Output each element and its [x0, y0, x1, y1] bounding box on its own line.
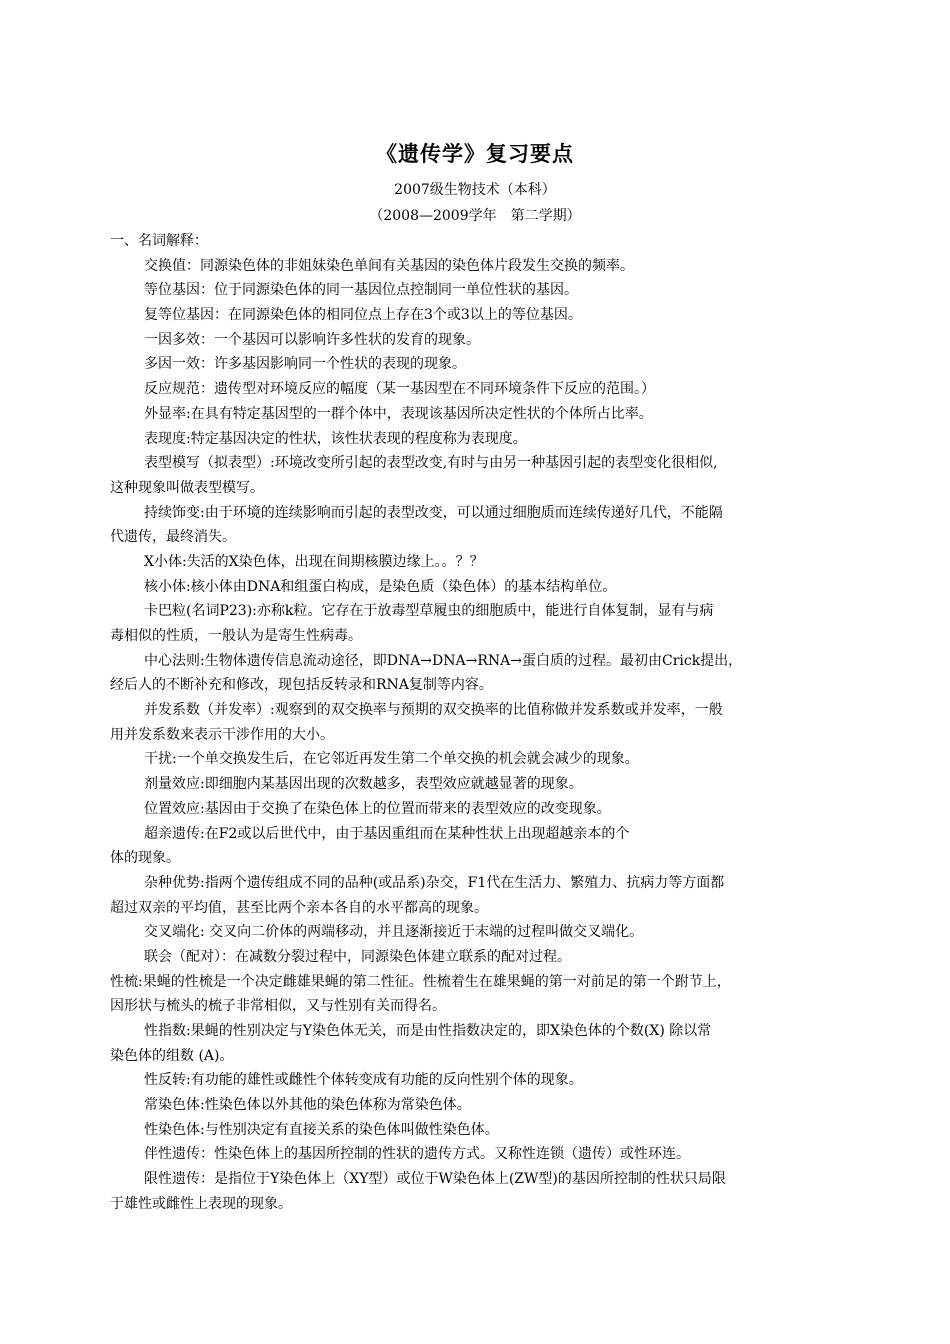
text-line: 常染色体:性染色体以外其他的染色体称为常染色体。: [144, 1097, 471, 1114]
text-line: 剂量效应:即细胞内某基因出现的次数越多，表型效应就越显著的现象。: [144, 776, 583, 793]
text-line: 卡巴粒(名词P23):亦称k粒。它存在于放毒型草履虫的细胞质中，能进行自体复制，显有与病: [144, 603, 714, 620]
text-line: 外显率:在具有特定基因型的一群个体中，表现该基因所决定性状的个体所占比率。: [144, 405, 653, 422]
text-line: 交叉端化: 交叉向二价体的两端移动，并且逐渐接近于末端的过程叫做交叉端化。: [144, 924, 644, 941]
text-line: 性指数:果蝇的性别决定与Y染色体无关，而是由性指数决定的，即X染色体的个数(X) 除以常: [144, 1023, 712, 1039]
text-line: 中心法则:生物体遗传信息流动途径，即DNA→DNA→RNA→蛋白质的过程。最初由Crick提出，: [144, 652, 743, 669]
text-line: 伴性遗传：性染色体上的基因所控制的性状的遗传方式。又称性连锁（遗传）或性环连。: [144, 1146, 690, 1163]
text-line: 超过双亲的平均值，甚至比两个亲本各自的水平都高的现象。: [110, 899, 488, 916]
text-line: 干扰:一个单交换发生后，在它邻近再发生第二个单交换的机会就会减少的现象。: [144, 751, 639, 768]
text-line: 经后人的不断补充和修改，现包括反转录和RNA复制等内容。: [110, 677, 493, 694]
text-line: 表现度:特定基因决定的性状，该性状表现的程度称为表现度。: [144, 430, 527, 447]
text-line: 性反转:有功能的雄性或雌性个体转变成有功能的反向性别个体的现象。: [144, 1072, 583, 1089]
text-line: 毒相似的性质，一般认为是寄生性病毒。: [110, 628, 362, 644]
text-line: 超亲遗传:在F2或以后世代中，由于基因重组而在某种性状上出现超越亲本的个: [144, 825, 630, 842]
text-line: X小体:失活的X染色体，出现在间期核膜边缘上。。？？: [144, 553, 484, 570]
text-line: 一、名词解释：: [110, 233, 208, 249]
text-line: 用并发系数来表示干涉作用的大小。: [110, 726, 334, 743]
text-line: 性染色体:与性别决定有直接关系的染色体叫做性染色体。: [144, 1121, 499, 1138]
text-line: 性梳:果蝇的性梳是一个决定雌雄果蝇的第二性征。性梳着生在雄果蝇的第一对前足的第一个跗节上，: [110, 973, 731, 990]
text-line: 多因一效：许多基因影响同一个性状的表现的现象。: [144, 356, 466, 373]
text-line: 体的现象。: [110, 850, 180, 867]
text-line: 染色体的组数 (A)。: [110, 1047, 234, 1064]
text-line: 复等位基因：在同源染色体的相同位点上存在3个或3以上的等位基因。: [144, 307, 582, 324]
text-line: 因形状与梳头的梳子非常相似，又与性别有关而得名。: [110, 998, 446, 1015]
text-line: 杂种优势:指两个遗传组成不同的品种(或品系)杂交，F1代在生活力、繁殖力、抗病力等方面都: [144, 874, 725, 891]
text-line: 代遗传，最终消失。: [110, 529, 236, 546]
text-line: 这种现象叫做表型模写。: [110, 479, 264, 496]
text-line: 等位基因：位于同源染色体的同一基因位点控制同一单位性状的基因。: [144, 282, 578, 299]
document-subtitle-class: 2007级生物技术（本科）: [394, 182, 556, 198]
text-line: 反应规范：遗传型对环境反应的幅度（某一基因型在不同环境条件下反应的范围。）: [144, 381, 655, 398]
text-line: 并发系数（并发率）:观察到的双交换率与预期的双交换率的比值称做并发系数或并发率，一般: [144, 702, 723, 719]
text-line: 交换值：同源染色体的非姐妹染色单间有关基因的染色体片段发生交换的频率。: [144, 257, 634, 274]
text-line: 位置效应:基因由于交换了在染色体上的位置而带来的表型效应的改变现象。: [144, 800, 611, 817]
text-line: 持续饰变:由于环境的连续影响而引起的表型改变，可以通过细胞质而连续传递好几代，不能隔: [144, 504, 723, 521]
text-line: 限性遗传：是指位于Y染色体上（XY型）或位于W染色体上(ZW型)的基因所控制的性状只局限: [144, 1171, 726, 1188]
document-title: 《遗传学》复习要点: [376, 141, 574, 166]
text-line: 联会（配对）：在减数分裂过程中，同源染色体建立联系的配对过程。: [144, 948, 571, 965]
text-line: 于雄性或雌性上表现的现象。: [110, 1195, 292, 1212]
text-line: 核小体:核小体由DNA和组蛋白构成，是染色质（染色体）的基本结构单位。: [144, 578, 617, 595]
document-subtitle-term: （2008—2009学年 第二学期）: [369, 208, 581, 224]
document-body: [110, 229, 855, 1217]
text-line: 表型模写（拟表型）:环境改变所引起的表型改变,有时与由另一种基因引起的表型变化很相似,: [144, 455, 718, 472]
text-line: 一因多效：一个基因可以影响许多性状的发育的现象。: [144, 331, 480, 348]
